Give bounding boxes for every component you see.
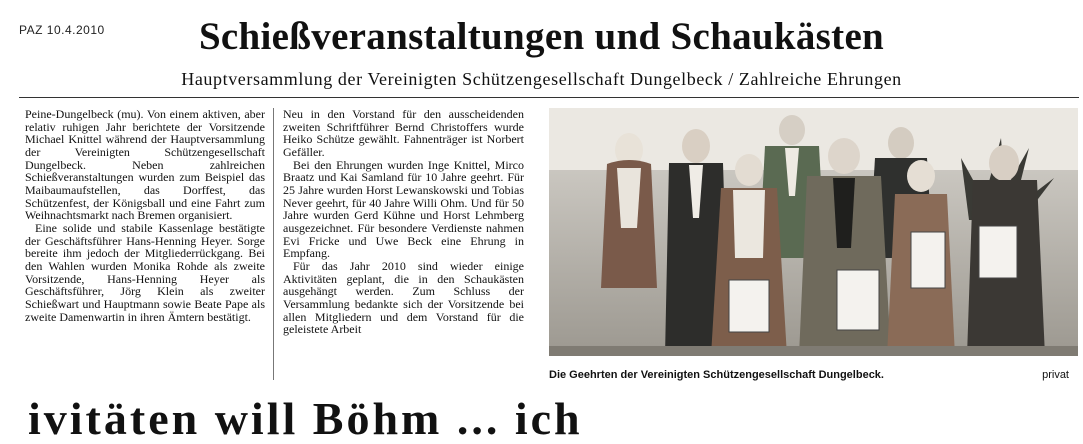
- article-column-1: [25, 108, 265, 323]
- photo-caption: Die Geehrten der Vereinigten Schützengesellschaft Dungelbeck.: [549, 369, 884, 381]
- article-headline: Schießveranstaltungen und Schaukästen: [198, 15, 885, 58]
- column-divider: [273, 108, 274, 380]
- paragraph: Bei den Ehrungen wurden Inge Knittel, Mirco Braatz und Kai Samland für 10 Jahre geehrt. Für 25 Jahre wurden Horst Lewanskowski und Tobias Never geehrt, für 40 Jahre Willi Ohm. Und für 50 Jahre wurden Gerd Kühne und Horst Lehmberg ausgezeichnet. Für besondere Verdienste nahmen Evi Fricke und Uwe Beck eine Ehrung in Empfang.: [283, 157, 524, 261]
- paragraph: Peine-Dungelbeck (mu). Von einem aktiven, aber relativ ruhigen Jahr berichtete der Vorsitzende Michael Knittel während der Hauptversammlung der Vereinigten Schützengesellschaft Dungelbeck. Neben zahlreichen Schießveranstaltungen wurden zum Beispiel das Maibaumaufstellen, das Dorffest, das Schützenfest, der Königsball und eine Fahrt zum Weihnachtsmarkt nach Bremen organisiert.: [25, 107, 265, 223]
- next-article-headline-text: ivitäten will Böhm ... ich: [28, 393, 583, 444]
- dateline: PAZ 10.4.2010: [19, 23, 105, 37]
- next-article-headline-fragment: [0, 393, 1083, 444]
- group-photo: [549, 108, 1078, 356]
- photo-credit: privat: [1042, 369, 1069, 381]
- article-column-2: [283, 108, 524, 336]
- group-photo-illustration: [549, 108, 1078, 356]
- header-rule: [19, 97, 1079, 98]
- paragraph: Eine solide und stabile Kassenlage bestätigte der Geschäftsführer Hans-Henning Heyer. Sorge bereite ihm jedoch der Mitgliederrückgang. Bei den Wahlen wurden Monika Rohde als zweite Vorsitzende, Hans-Henning Heyer als Geschäftsführer, Jörg Klein als zweiter Schießwart und Hauptmann sowie Beate Pape als zweite Damenwartin in ihren Ämtern bestätigt.: [25, 220, 265, 324]
- paragraph: Für das Jahr 2010 sind wieder einige Aktivitäten geplant, die in den Schaukästen ausgehängt werden. Zum Schluss der Versammlung bedankte sich der Vorsitzende bei allen Mitgliedern und dem Vorstand für die geleistete Arbeit: [283, 258, 524, 337]
- article-subheadline: Hauptversammlung der Vereinigten Schützengesellschaft Dungelbeck / Zahlreiche Ehrungen: [181, 69, 902, 89]
- paragraph: Neu in den Vorstand für den ausscheidenden zweiten Schriftführer Bernd Christoffers wurde Heiko Schütze gewählt. Fahnenträger ist Norbert Gefäller.: [283, 107, 524, 159]
